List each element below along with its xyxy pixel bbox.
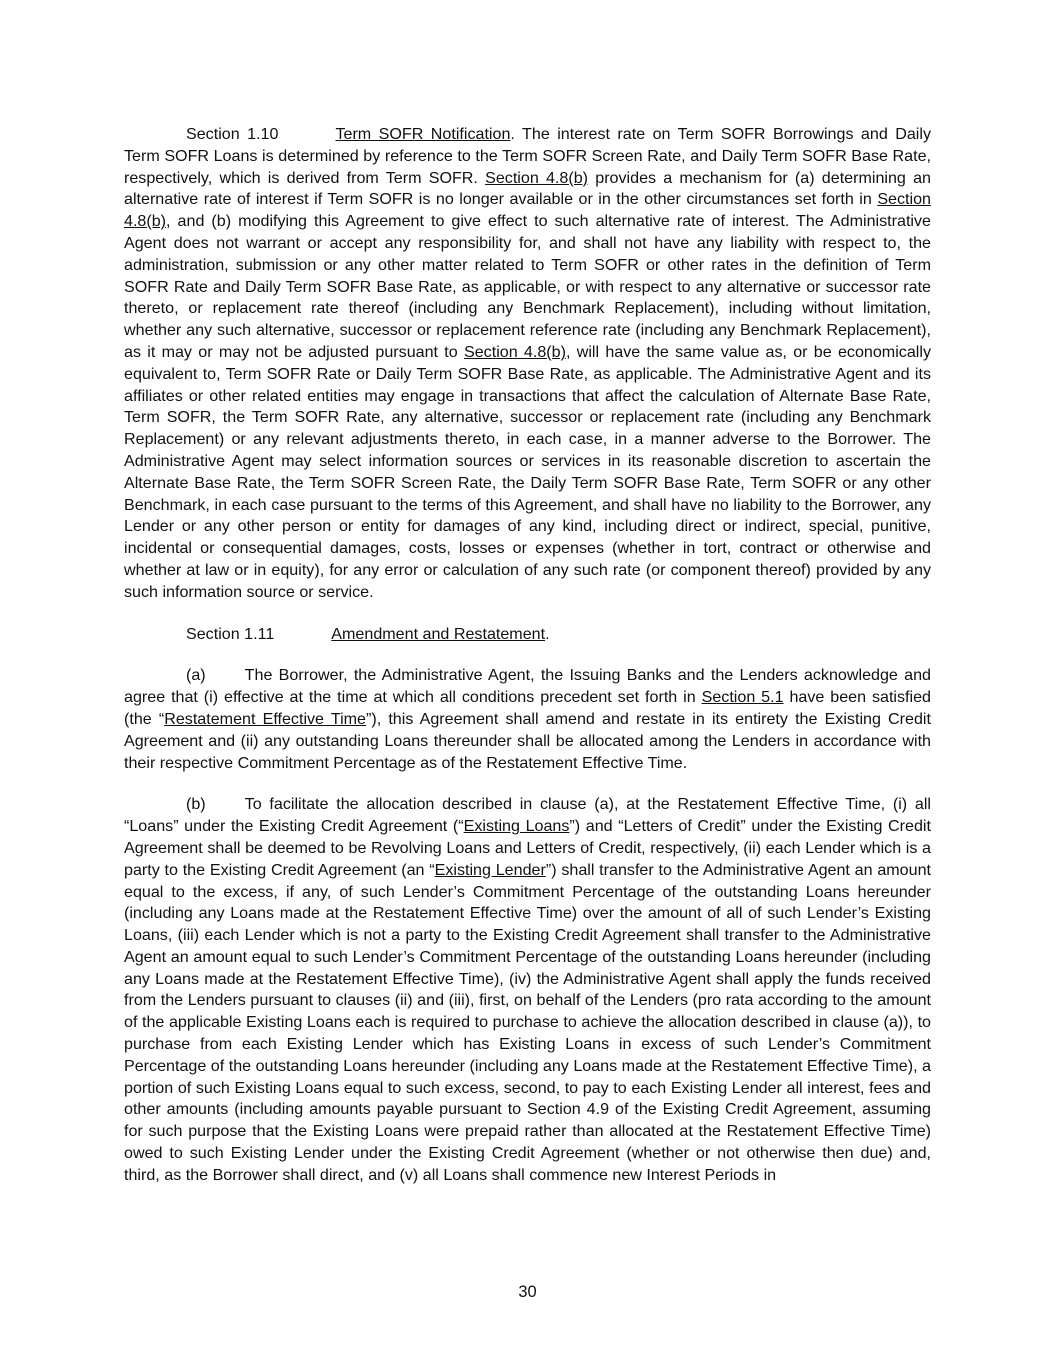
section-reference: Section 4.8(b) xyxy=(463,342,566,361)
section-1-10-paragraph: Section 1.10 Term SOFR Notification. The interest rate on Term SOFR Borrowings and Daily Term SOFR Loans is determined by reference to the Term SOFR Screen Rate, and Daily Term SOFR Base Rate, respectively, which is derived from Term SOFR. Section 4.8(b) provides a mechanism for (a) determining an alternative rate of interest if Term SOFR is no longer available or in the other circumstances set forth in Section 4.8(b), and (b) modifying this Agreement to give effect to such alternative rate of interest. The Administrative Agent does not warrant or accept any responsibility for, and shall not have any liability with respect to, the administration, submission or any other matter related to Term SOFR or other rates in the definition of Term SOFR Rate and Daily Term SOFR Base Rate, as applicable, or with respect to any alternative or successor rate thereto, or replacement rate thereof (including any Benchmark Replacement), including without limitation, whether any such alternative, successor or replacement reference rate (including any Benchmark Replacement), as it may or may not be adjusted pursuant to Section 4.8(b), will have the same value as, or be economically equivalent to, Term SOFR Rate or Daily Term SOFR Base Rate, as applicable. The Administrative Agent and its affiliates or other related entities may engage in transactions that affect the calculation of Alternate Base Rate, Term SOFR, the Term SOFR Rate, any alternative, successor or replacement rate (including any Benchmark Replacement) or any relevant adjustments thereto, in each case, in a manner adverse to the Borrower. The Administrative Agent may select information sources or services in its reasonable discretion to ascertain the Alternate Base Rate, the Term SOFR Screen Rate, the Daily Term SOFR Base Rate, Term SOFR or any other Benchmark, in each case pursuant to the terms of this Agreement, and shall have no liability to the Borrower, any Lender or any other person or entity for damages of any kind, including direct or indirect, special, punitive, incidental or consequential damages, costs, losses or expenses (whether in tort, contract or otherwise and whether at law or in equity), for any error or calculation of any such rate (or component thereof) provided by any such information source or service. xyxy=(124,125,931,601)
defined-term: Existing Loans xyxy=(463,817,570,836)
section-reference: Section 4.8(b) xyxy=(485,168,589,187)
section-number: Section 1.11 xyxy=(186,624,275,643)
section-heading: Term SOFR Notification xyxy=(335,125,511,143)
defined-term: Restatement Effective Time xyxy=(164,709,367,728)
clause-b-paragraph: (b) To facilitate the allocation described in clause (a), at the Restatement Effective Time, (i) all “Loans” under the Existing Credit Agreement (“Existing Loans”) and “Letters of Credit” under the Existing Credit Agreement shall be deemed to be Revolving Loans and Letters of Credit, respectively, (ii) each Lender which is a party to the Existing Credit Agreement (an “Existing Lender”) shall transfer to the Administrative Agent an amount equal to the excess, if any, of such Lender’s Commitment Percentage of the outstanding Loans hereunder (including any Loans made at the Restatement Effective Time) over the amount of all of such Lender’s Existing Loans, (iii) each Lender which is not a party to the Existing Credit Agreement shall transfer to the Administrative Agent an amount equal to such Lender’s Commitment Percentage of the outstanding Loans hereunder (including any Loans made at the Restatement Effective Time), (iv) the Administrative Agent shall apply the funds received from the Lenders pursuant to clauses (ii) and (iii), first, on behalf of the Lenders (pro rata according to the amount of the applicable Existing Loans each is required to purchase to achieve the allocation described in clause (a)), to purchase from each Existing Lender which has Existing Loans in excess of such Lender’s Commitment Percentage of the outstanding Loans hereunder (including any Loans made at the Restatement Effective Time), a portion of such Existing Loans equal to such excess, second, to pay to each Existing Lender all interest, fees and other amounts (including amounts payable pursuant to Section 4.9 of the Existing Credit Agreement, assuming for such purpose that the Existing Loans were prepaid rather than allocated at the Restatement Effective Time) owed to such Existing Lender under the Existing Credit Agreement (whether or not otherwise then due) and, third, as the Borrower shall direct, and (v) all Loans shall commence new Interest Periods in xyxy=(124,795,931,1184)
section-1-11-heading: Section 1.11 Amendment and Restatement. xyxy=(186,624,550,643)
section-reference: Section 5.1 xyxy=(701,688,784,707)
clause-label: (a) xyxy=(186,666,206,685)
defined-term: Existing Lender xyxy=(434,860,546,879)
page-number: 30 xyxy=(518,1283,537,1301)
section-number: Section 1.10 xyxy=(186,125,279,143)
clause-a-paragraph: (a) The Borrower, the Administrative Agent, the Issuing Banks and the Lenders acknowledge and agree that (i) effective at the time at which all conditions precedent set forth in Section 5.1 have been satisfied (the “Restatement Effective Time”), this Agreement shall amend and restate in its entirety the Existing Credit Agreement and (ii) any outstanding Loans thereunder shall be allocated among the Lenders in accordance with their respective Commitment Percentage as of the Restatement Effective Time. xyxy=(124,666,932,772)
clause-label: (b) xyxy=(186,795,206,814)
document-page xyxy=(124,124,931,1207)
section-reference: Section 4.8(b) xyxy=(124,190,931,231)
section-heading: Amendment and Restatement xyxy=(331,624,546,643)
